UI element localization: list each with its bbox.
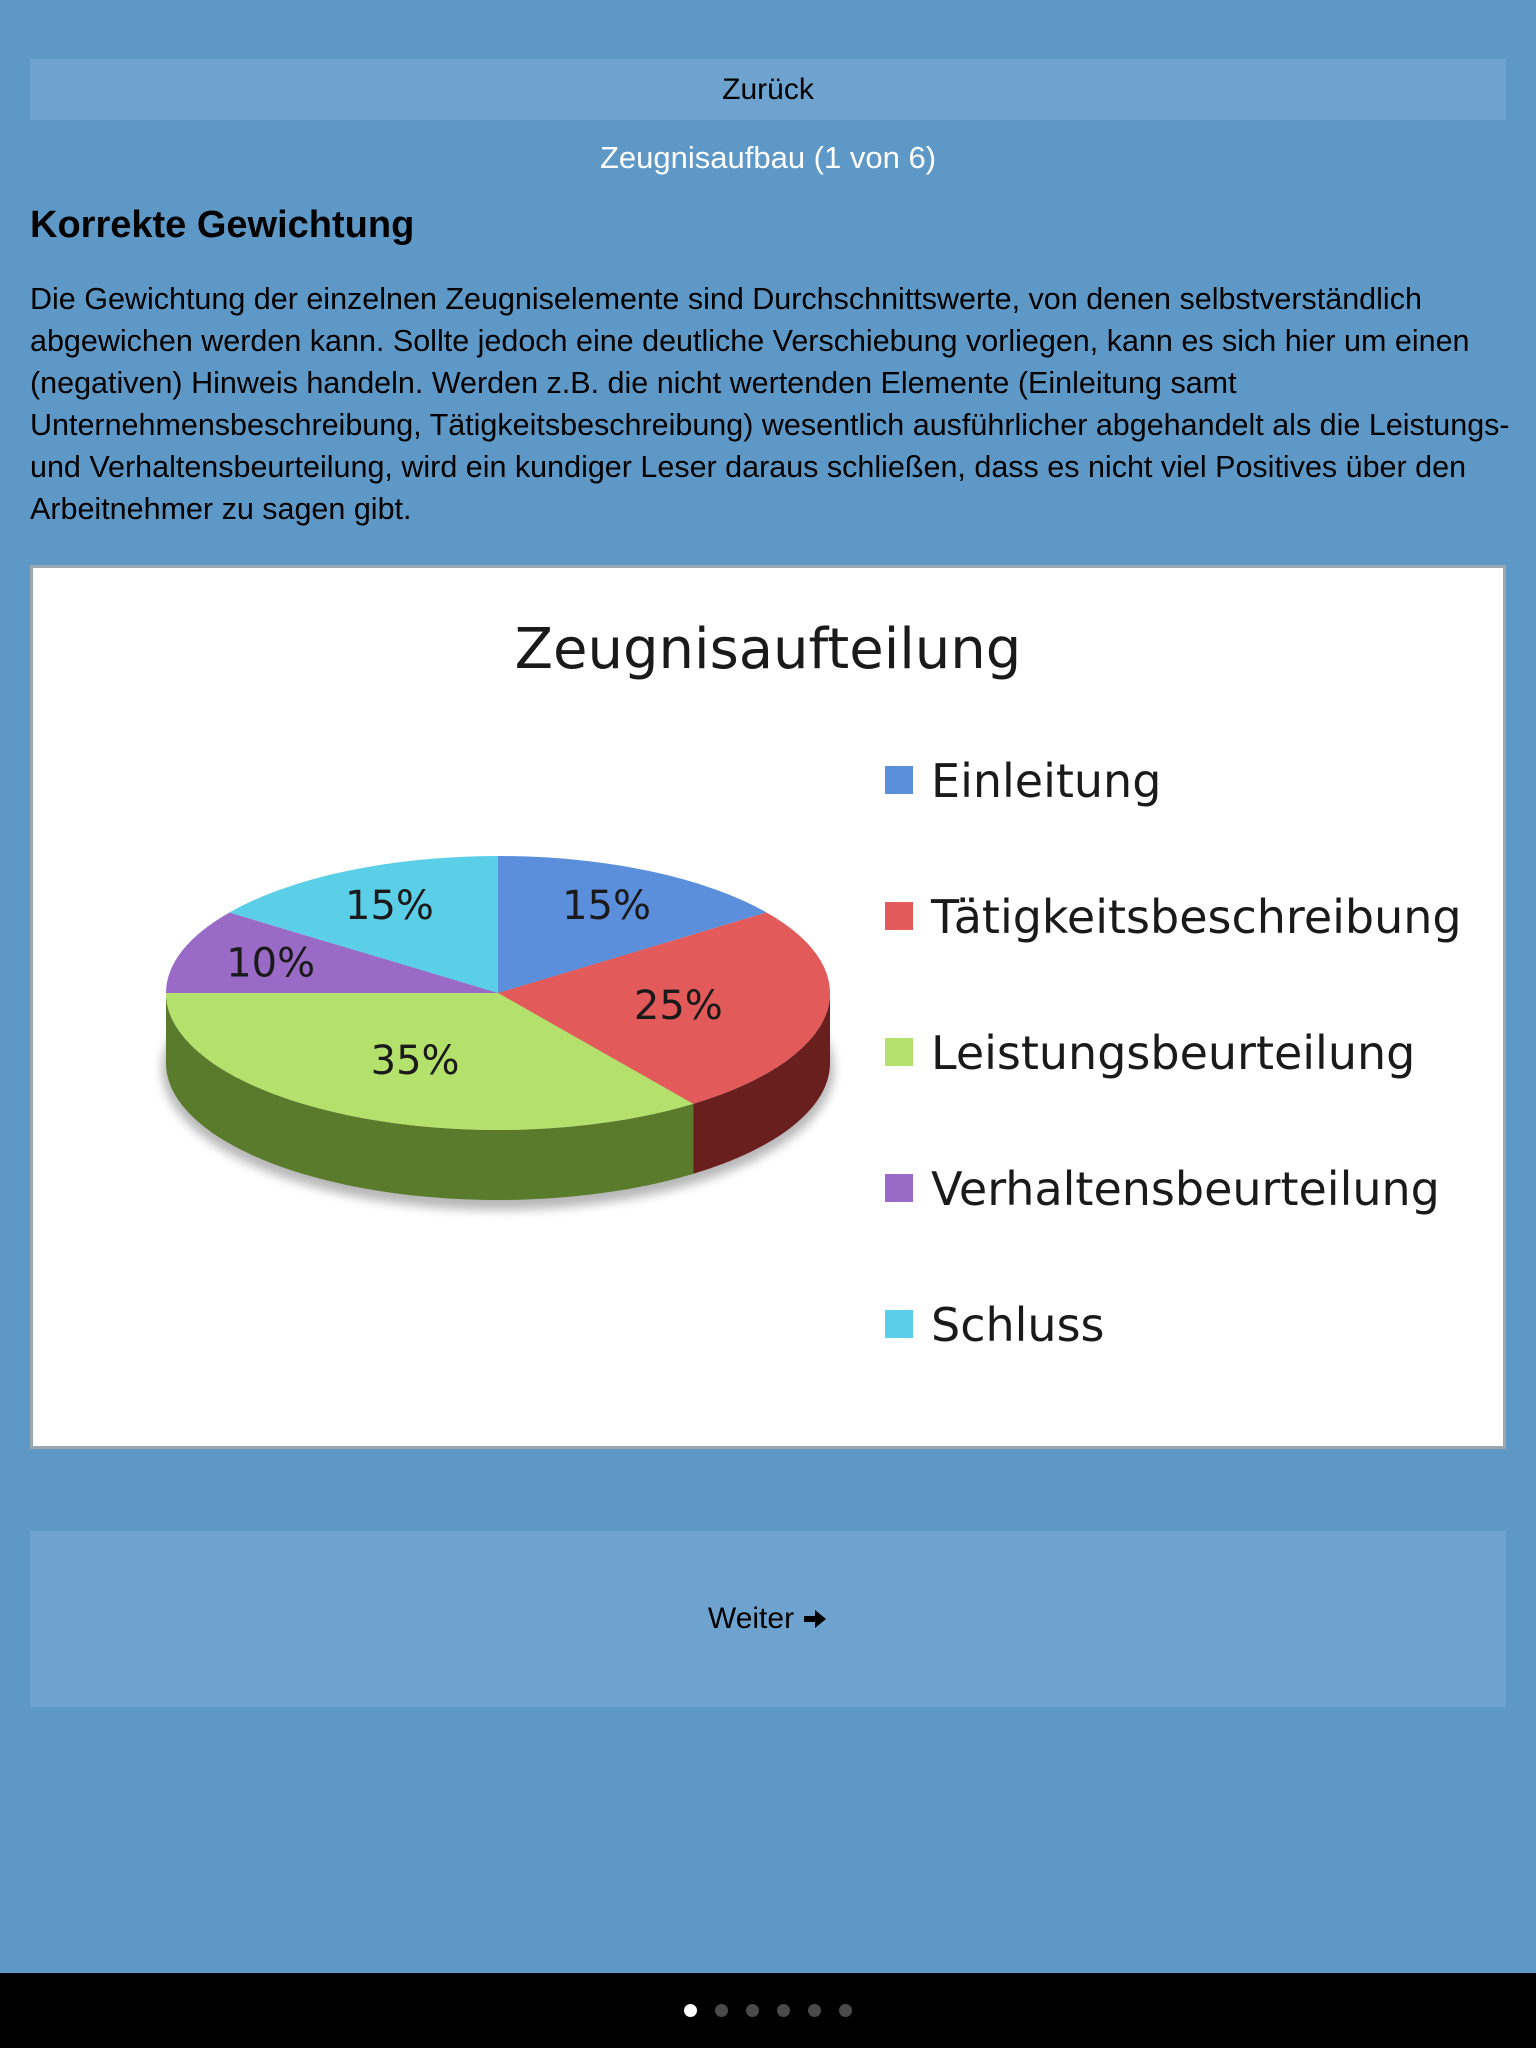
arrow-right-icon	[802, 1606, 828, 1632]
legend-swatch-1	[885, 766, 913, 794]
next-button-label: Weiter	[707, 1602, 795, 1635]
legend-swatch-2	[885, 902, 913, 930]
page-dot-1[interactable]	[684, 2004, 697, 2017]
legend-swatch-4	[885, 1174, 913, 1202]
page-indicator	[0, 1973, 1536, 2048]
page-dot-6[interactable]	[839, 2004, 852, 2017]
pie-label-2: 25%	[633, 982, 723, 1029]
pie-chart	[33, 568, 1503, 1446]
legend-label-2: Tätigkeitsbeschreibung	[931, 890, 1462, 944]
pie-label-4: 10%	[226, 940, 316, 987]
body-paragraph: Die Gewichtung der einzelnen Zeugniselemente sind Durchschnittswerte, von denen selbstverständlich abgewichen werden kann. Sollte jedoch eine deutliche Verschiebung vorliegen, kann es sich hier um einen (negativen) Hinweis handeln. Werden z.B. die nicht wertenden Elemente (Einleitung samt Unternehmensbeschreibung, Tätigkeitsbeschreibung) wesentlich ausführlicher abgehandelt als die Leistungs- und Verhaltensbeurteilung, wird ein kundiger Leser daraus schließen, dass es nicht viel Positives über den Arbeitnehmer zu sagen gibt.	[30, 282, 1510, 526]
legend-label-5: Schluss	[931, 1298, 1105, 1352]
page-dot-2[interactable]	[715, 2004, 728, 2017]
chart-title: Zeugnisaufteilung	[514, 617, 1022, 682]
chart-frame	[30, 565, 1506, 1449]
section-title: Korrekte Gewichtung	[30, 204, 415, 246]
back-button[interactable]	[30, 59, 1506, 120]
pie-label-5: 15%	[345, 883, 434, 930]
page-dot-4[interactable]	[777, 2004, 790, 2017]
pie-label-3: 35%	[370, 1038, 460, 1085]
legend-swatch-5	[885, 1310, 913, 1338]
next-button[interactable]	[30, 1531, 1506, 1707]
pie-label-1: 15%	[562, 883, 651, 930]
legend-label-4: Verhaltensbeurteilung	[931, 1162, 1440, 1216]
page-dot-5[interactable]	[808, 2004, 821, 2017]
chart-legend	[885, 754, 1462, 1352]
pie-group	[162, 856, 834, 1210]
page-dot-3[interactable]	[746, 2004, 759, 2017]
back-button-label: Zurück	[722, 72, 814, 106]
legend-label-1: Einleitung	[931, 754, 1162, 808]
progress-label: Zeugnisaufbau (1 von 6)	[599, 140, 937, 175]
legend-swatch-3	[885, 1038, 913, 1066]
legend-label-3: Leistungsbeurteilung	[931, 1026, 1416, 1080]
